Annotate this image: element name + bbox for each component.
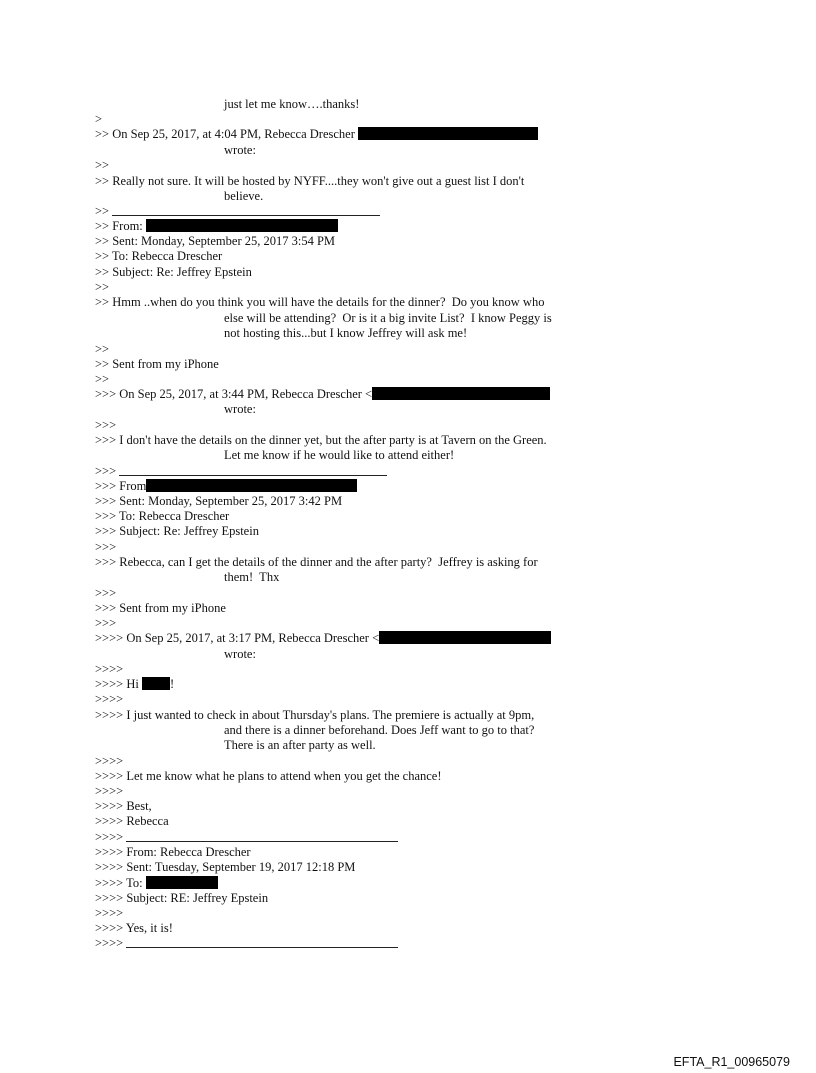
line-text: Let me know if he would like to attend either! xyxy=(224,448,455,462)
line-text: >> xyxy=(95,158,110,172)
text-line xyxy=(95,631,551,646)
separator-rule xyxy=(112,204,380,216)
text-line xyxy=(95,418,116,433)
line-text: >>> On Sep 25, 2017, at 3:44 PM, Rebecca Drescher < xyxy=(95,387,373,401)
text-line xyxy=(224,448,454,463)
line-text: ! xyxy=(169,677,175,691)
line-text: >> On Sep 25, 2017, at 4:04 PM, Rebecca Drescher xyxy=(95,127,355,141)
text-line xyxy=(95,754,123,769)
line-text: >>>> On Sep 25, 2017, at 3:17 PM, Rebecca Drescher < xyxy=(95,631,380,645)
text-line xyxy=(95,662,123,677)
text-line xyxy=(95,509,229,524)
line-text: >>> Sent: Monday, September 25, 2017 3:42 PM xyxy=(95,494,343,508)
text-line xyxy=(95,372,109,387)
line-text: wrote: xyxy=(224,647,256,661)
line-text: >>>> Yes, it is! xyxy=(95,921,173,935)
line-text: There is an after party as well. xyxy=(224,738,376,752)
line-text: >> xyxy=(95,372,110,386)
line-text: >>>> xyxy=(95,692,124,706)
line-text: >>> Subject: Re: Jeffrey Epstein xyxy=(95,524,259,538)
line-text: >> Hmm ..when do you think you will have the details for the dinner? Do you know who xyxy=(95,295,545,309)
text-line xyxy=(224,326,467,341)
text-line xyxy=(95,295,544,310)
text-line xyxy=(95,433,547,448)
text-line xyxy=(95,158,109,173)
line-text: >>>> Rebecca xyxy=(95,814,169,828)
line-text: >> xyxy=(95,342,110,356)
text-line xyxy=(95,769,442,784)
line-text: wrote: xyxy=(224,402,256,416)
text-line xyxy=(95,127,538,142)
line-text: >> Sent from my iPhone xyxy=(95,357,219,371)
text-line xyxy=(95,219,338,234)
redaction-block xyxy=(146,876,218,889)
text-line xyxy=(95,906,123,921)
line-text: >>>> xyxy=(95,906,124,920)
line-text: > xyxy=(95,112,103,126)
line-text: >> xyxy=(95,204,110,218)
text-line xyxy=(95,708,534,723)
text-line xyxy=(95,265,252,280)
line-text: >>>> Subject: RE: Jeffrey Epstein xyxy=(95,891,269,905)
text-line xyxy=(95,555,538,570)
line-text: >>> xyxy=(95,464,117,478)
text-line xyxy=(224,402,256,417)
redaction-block xyxy=(372,387,550,400)
text-line xyxy=(95,524,259,539)
text-line xyxy=(224,570,279,585)
line-text: just let me know….thanks! xyxy=(224,97,360,111)
redaction-block xyxy=(142,677,170,690)
separator-rule xyxy=(126,936,398,948)
line-text: >>>> To: xyxy=(95,876,146,890)
text-line xyxy=(95,891,268,906)
line-text: >> xyxy=(95,280,110,294)
line-text: them! Thx xyxy=(224,570,280,584)
separator-rule xyxy=(126,830,398,842)
text-line xyxy=(95,692,123,707)
line-text: >>> Rebecca, can I get the details of the dinner and the after party? Jeffrey is asking for xyxy=(95,555,538,569)
line-text: >>> To: Rebecca Drescher xyxy=(95,509,230,523)
line-text: >>> Sent from my iPhone xyxy=(95,601,226,615)
text-line xyxy=(224,738,376,753)
text-line xyxy=(95,234,335,249)
line-text: >>> From xyxy=(95,479,147,493)
text-line xyxy=(95,845,251,860)
text-line xyxy=(95,174,524,189)
line-text: >>>> Hi xyxy=(95,677,142,691)
line-text: >>>> I just wanted to check in about Thursday's plans. The premiere is actually at 9pm, xyxy=(95,708,535,722)
line-text: >>> I don't have the details on the dinner yet, but the after party is at Tavern on the Green. xyxy=(95,433,547,447)
text-line xyxy=(95,814,169,829)
text-line xyxy=(95,860,355,875)
line-text: >>>> xyxy=(95,662,124,676)
text-line xyxy=(95,494,342,509)
text-line xyxy=(95,342,109,357)
redaction-block xyxy=(146,219,338,232)
text-line xyxy=(224,647,256,662)
text-line xyxy=(95,540,116,555)
line-text: >>>> xyxy=(95,784,124,798)
text-line xyxy=(224,97,359,112)
redaction-block xyxy=(146,479,357,492)
text-line xyxy=(95,280,109,295)
document-id: EFTA_R1_00965079 xyxy=(673,1055,790,1069)
text-line xyxy=(95,387,550,402)
line-text: >>> xyxy=(95,586,117,600)
line-text: >>>> From: Rebecca Drescher xyxy=(95,845,251,859)
text-line xyxy=(95,921,173,936)
line-text: >>>> Let me know what he plans to attend when you get the chance! xyxy=(95,769,442,783)
line-text: and there is a dinner beforehand. Does Jeff want to go to that? xyxy=(224,723,535,737)
line-text: >>> xyxy=(95,540,117,554)
line-text: believe. xyxy=(224,189,264,203)
line-text: wrote: xyxy=(224,143,256,157)
text-line xyxy=(95,357,219,372)
line-text: >> To: Rebecca Drescher xyxy=(95,249,223,263)
text-line xyxy=(95,799,152,814)
line-text: >>>> xyxy=(95,936,124,950)
line-text: >> From: xyxy=(95,219,146,233)
text-line xyxy=(95,479,357,494)
redaction-block xyxy=(379,631,551,644)
text-line xyxy=(224,189,263,204)
line-text: >>>> Sent: Tuesday, September 19, 2017 12:18 PM xyxy=(95,860,356,874)
text-line xyxy=(95,464,387,479)
text-line xyxy=(95,249,222,264)
text-line xyxy=(95,936,398,951)
text-line xyxy=(95,784,123,799)
line-text: >>> xyxy=(95,616,117,630)
text-line xyxy=(224,311,552,326)
text-line xyxy=(224,723,534,738)
text-line xyxy=(95,876,218,891)
text-line xyxy=(95,616,116,631)
separator-rule xyxy=(119,464,387,476)
line-text: not hosting this...but I know Jeffrey will ask me! xyxy=(224,326,468,340)
line-text: >>> xyxy=(95,418,117,432)
line-text: >>>> xyxy=(95,830,124,844)
text-line xyxy=(95,586,116,601)
text-line xyxy=(95,204,380,219)
text-line xyxy=(95,830,398,845)
text-line xyxy=(95,677,174,692)
text-line xyxy=(95,112,102,127)
text-line xyxy=(95,601,226,616)
text-line xyxy=(224,143,256,158)
line-text: else will be attending? Or is it a big invite List? I know Peggy is xyxy=(224,311,552,325)
redaction-block xyxy=(358,127,538,140)
line-text: >> Sent: Monday, September 25, 2017 3:54 PM xyxy=(95,234,336,248)
line-text: >>>> xyxy=(95,754,124,768)
line-text: >>>> Best, xyxy=(95,799,152,813)
line-text: >> Subject: Re: Jeffrey Epstein xyxy=(95,265,252,279)
line-text: >> Really not sure. It will be hosted by NYFF....they won't give out a guest list I don't xyxy=(95,174,525,188)
